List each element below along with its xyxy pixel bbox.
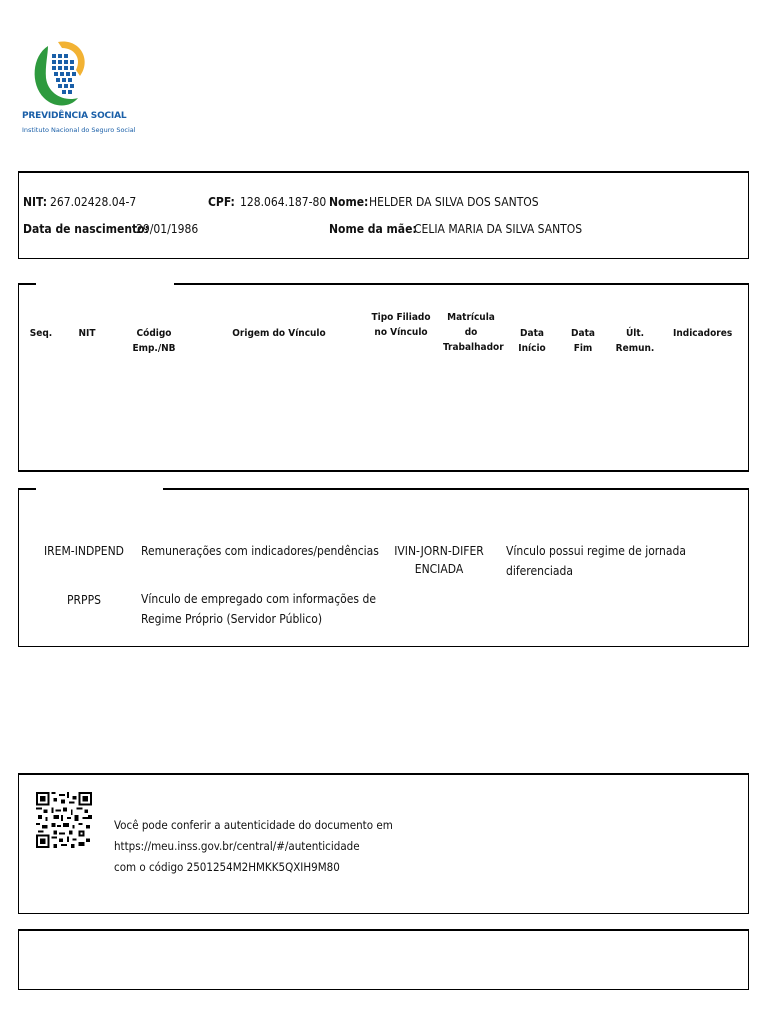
- mother-value: CELIA MARIA DA SILVA SANTOS: [414, 222, 583, 236]
- col-matricula: Matrícula do Trabalhador: [443, 312, 504, 353]
- col-indicadores: Indicadores: [673, 328, 733, 339]
- indicator-description: Vínculo possui regime de jornada diferenciada: [506, 544, 686, 578]
- mother-label: Nome da mãe:: [329, 222, 417, 236]
- col-ult-remun: Últ. Remun.: [615, 328, 655, 354]
- authenticity-line1: Você pode conferir a autenticidade do documento em: [114, 818, 393, 832]
- indicators-box: [18, 488, 749, 647]
- col-codigo-emp: Código Emp./NB: [132, 328, 176, 354]
- col-seq: Seq.: [29, 328, 53, 339]
- indicator-description: Remunerações com indicadores/pendências: [141, 544, 379, 558]
- col-origem-vinculo: Origem do Vínculo: [232, 328, 326, 339]
- nit-label: NIT:: [23, 195, 48, 209]
- footer-box: [18, 929, 749, 990]
- indicator-code: IREM-INDPEND: [43, 544, 124, 558]
- name-label: Nome:: [329, 195, 369, 209]
- authenticity-code: com o código 2501254M2HMKK5QXIH9M80: [114, 860, 340, 874]
- col-tipo-filiado: Tipo Filiado no Vínculo: [371, 312, 431, 338]
- vinculos-table-box: [18, 283, 749, 472]
- qr-code-icon: [36, 792, 92, 848]
- authenticity-box: [18, 773, 749, 914]
- authenticity-text: [114, 815, 393, 878]
- indicator-description: Vínculo de empregado com informações de Regime Próprio (Servidor Público): [141, 592, 376, 626]
- indicator-code: IVIN-JORN-DIFERENCIADA: [394, 544, 484, 576]
- person-info-box: [18, 171, 749, 259]
- nit-value: 267.02428.04-7: [50, 195, 137, 209]
- logo-subtitle: Instituto Nacional do Seguro Social: [22, 126, 136, 134]
- cpf-value: 128.064.187-80: [240, 195, 327, 209]
- birth-label: Data de nascimento:: [23, 222, 149, 236]
- col-nit: NIT: [78, 328, 96, 339]
- indicator-code: PRPPS: [67, 593, 101, 607]
- logo-title: PREVIDÊNCIA SOCIAL: [22, 111, 127, 121]
- name-value: HELDER DA SILVA DOS SANTOS: [369, 195, 539, 209]
- col-data-fim: Data Fim: [571, 328, 595, 354]
- authenticity-url: https://meu.inss.gov.br/central/#/autenticidade: [114, 839, 360, 853]
- col-data-inicio: Data Início: [518, 328, 546, 354]
- cpf-label: CPF:: [208, 195, 235, 209]
- birth-value: 29/01/1986: [136, 222, 199, 236]
